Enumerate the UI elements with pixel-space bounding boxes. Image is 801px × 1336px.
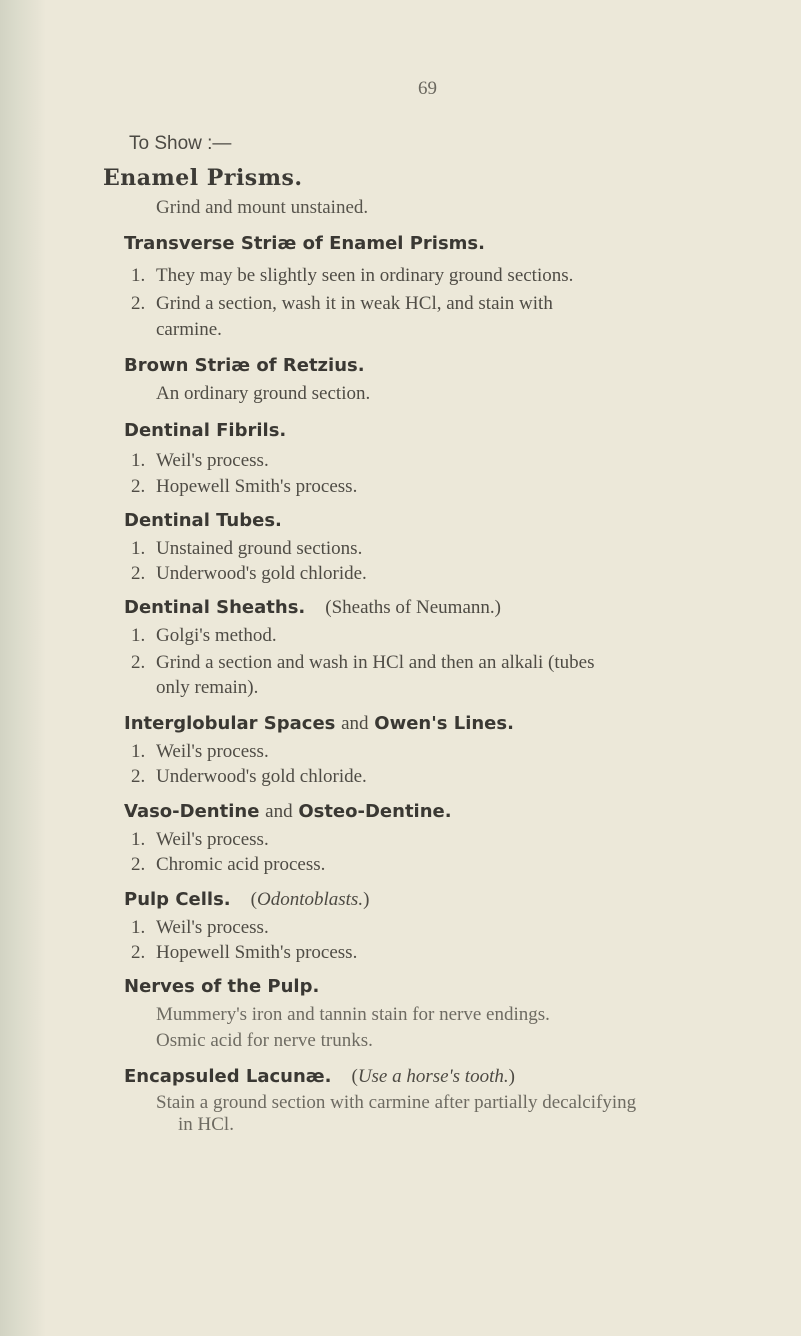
item-text: Grind a section, wash it in weak HCl, and stain with <box>156 293 553 314</box>
item-text: Weil's process. <box>156 450 269 471</box>
section-note: An ordinary ground section. <box>156 383 371 404</box>
item-text: Weil's process. <box>156 917 269 938</box>
list-item <box>131 741 269 763</box>
item-text: Weil's process. <box>156 741 269 762</box>
heading-pulp-cells <box>124 889 369 911</box>
heading-text: Brown Striæ of Retzius. <box>124 355 365 376</box>
item-text: Grind a section and wash in HCl and then an alkali (tubes <box>156 652 595 673</box>
section-line: Stain a ground section with carmine after partially decalcifying <box>156 1092 637 1113</box>
heading-text: Dentinal Tubes. <box>124 510 282 531</box>
heading-text: Transverse Striæ of Enamel Prisms. <box>124 233 485 254</box>
item-continuation: carmine. <box>156 319 222 340</box>
item-number: 1. <box>131 450 146 471</box>
heading-conjunction: and <box>341 713 369 734</box>
heading-note: (Sheaths of Neumann.) <box>325 597 501 618</box>
list-item <box>131 265 573 287</box>
heading-dentinal-sheaths <box>124 597 501 619</box>
heading-dentinal-fibrils <box>124 420 286 441</box>
item-number: 1. <box>131 538 146 559</box>
intro-text: To Show :— <box>129 133 232 154</box>
heading-note: Odontoblasts. <box>256 889 364 910</box>
list-item <box>131 652 594 674</box>
item-number: 2. <box>131 563 146 584</box>
item-text: Hopewell Smith's process. <box>156 476 358 497</box>
list-item <box>131 563 367 585</box>
page-title: Enamel Prisms. <box>103 165 303 191</box>
item-number: 2. <box>131 766 146 787</box>
heading-vaso-dentine <box>124 801 452 823</box>
heading-text: Interglobular Spaces <box>124 713 336 734</box>
heading-text: Pulp Cells. <box>124 889 231 910</box>
item-number: 1. <box>131 265 146 286</box>
heading-nerves-of-pulp <box>124 976 319 997</box>
heading-text: Dentinal Fibrils. <box>124 420 287 441</box>
section-line: in HCl. <box>178 1114 234 1135</box>
heading-text: Nerves of the Pulp. <box>124 976 320 997</box>
heading-note-wrapper: (Use a horse's tooth.) <box>351 1066 515 1087</box>
heading-encapsuled-lacunae <box>124 1066 515 1088</box>
item-number: 1. <box>131 917 146 938</box>
item-number: 2. <box>131 476 146 497</box>
list-item <box>131 854 325 876</box>
item-text: Weil's process. <box>156 829 269 850</box>
heading-text: Owen's Lines. <box>374 713 514 734</box>
page-number: 69 <box>418 78 437 99</box>
item-text: Chromic acid process. <box>156 854 326 875</box>
item-number: 2. <box>131 942 146 963</box>
section-line: Osmic acid for nerve trunks. <box>156 1030 373 1051</box>
item-number: 1. <box>131 829 146 850</box>
heading-text: Encapsuled Lacunæ. <box>124 1066 332 1087</box>
heading-transverse-striae <box>124 233 485 254</box>
heading-note-wrapper: (Odontoblasts.) <box>250 889 370 910</box>
list-item <box>131 476 357 498</box>
heading-brown-striae <box>124 355 365 376</box>
list-item <box>131 917 269 939</box>
item-number: 2. <box>131 293 146 314</box>
item-text: They may be slightly seen in ordinary ground sections. <box>156 265 574 286</box>
item-text: Hopewell Smith's process. <box>156 942 358 963</box>
heading-text: Vaso-Dentine <box>124 801 260 822</box>
item-text: Underwood's gold chloride. <box>156 563 367 584</box>
heading-text: Osteo-Dentine. <box>298 801 452 822</box>
heading-interglobular-spaces <box>124 713 514 735</box>
heading-dentinal-tubes <box>124 510 282 531</box>
item-number: 1. <box>131 741 146 762</box>
heading-text: Dentinal Sheaths. <box>124 597 306 618</box>
list-item <box>131 829 269 851</box>
list-item <box>131 766 367 788</box>
heading-conjunction: and <box>265 801 293 822</box>
list-item <box>131 625 277 647</box>
item-number: 2. <box>131 652 146 673</box>
list-item <box>131 538 362 560</box>
title-note: Grind and mount unstained. <box>156 197 369 218</box>
list-item <box>131 450 269 472</box>
list-item <box>131 942 357 964</box>
item-number: 1. <box>131 625 146 646</box>
list-item <box>131 293 553 315</box>
item-text: Golgi's method. <box>156 625 277 646</box>
item-text: Underwood's gold chloride. <box>156 766 367 787</box>
item-number: 2. <box>131 854 146 875</box>
item-text: Unstained ground sections. <box>156 538 363 559</box>
section-line: Mummery's iron and tannin stain for nerve endings. <box>156 1004 550 1025</box>
heading-note: Use a horse's tooth. <box>357 1066 509 1087</box>
item-continuation: only remain). <box>156 677 259 698</box>
